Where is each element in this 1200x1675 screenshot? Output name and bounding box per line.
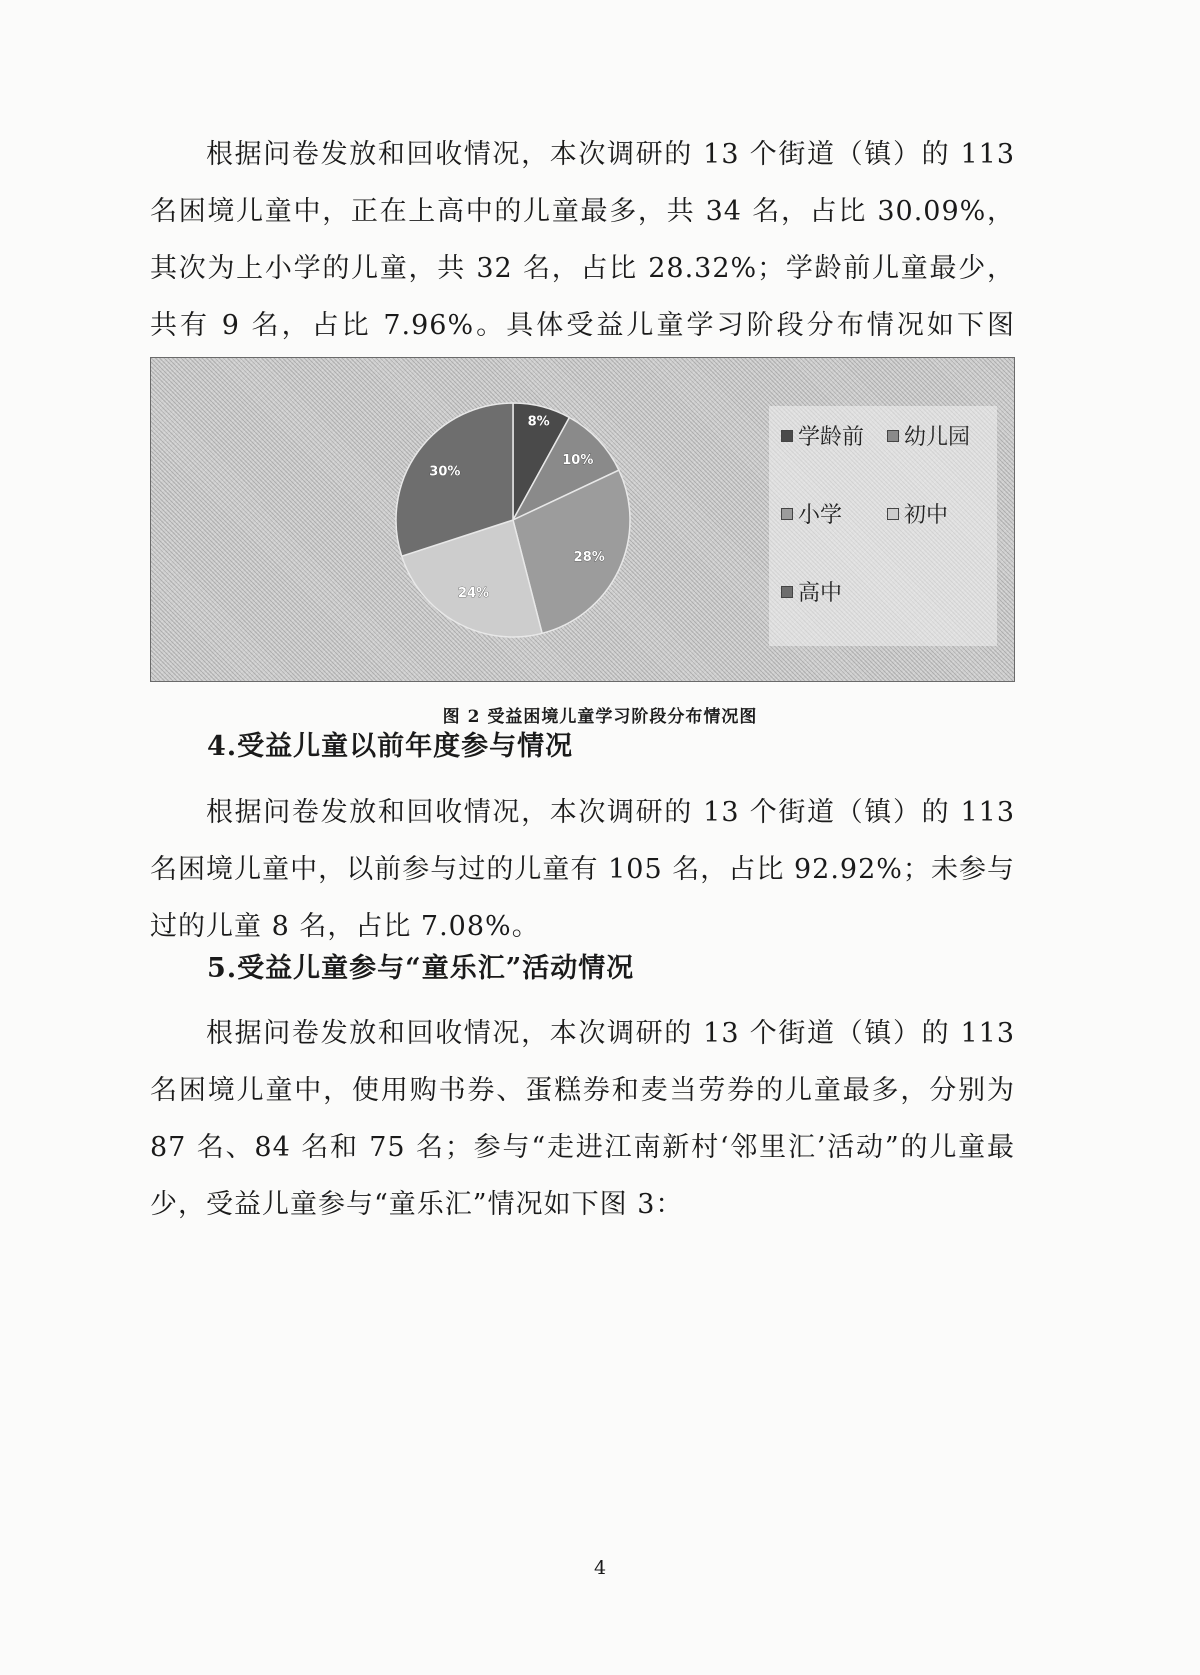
paragraph-tonglehui-participation: 根据问卷发放和回收情况，本次调研的 13 个街道（镇）的 113 名困境儿童中，使用购书券、蛋糕券和麦当劳券的儿童最多，分别为 87 名、84 名和 75 名；参与“走进江南新村‘邻里汇’活动”的儿童最少，受益儿童参与“童乐汇”情况如下图 3： (150, 1018, 1015, 1220)
pie-label-senior-high: 30% (429, 464, 461, 480)
pie-label-kindergarten: 10% (562, 453, 594, 469)
legend-label-kindergarten: 幼儿园 (904, 425, 971, 450)
pie-chart-figure (150, 357, 1015, 682)
heading-prior-participation: 4.受益儿童以前年度参与情况 (207, 731, 574, 762)
figure-caption: 图 2 受益困境儿童学习阶段分布情况图 (442, 707, 758, 727)
legend-swatch-preschool (781, 430, 793, 442)
legend-swatch-primary (781, 508, 793, 520)
legend-swatch-senior-high (781, 586, 793, 598)
heading-tonglehui-participation: 5.受益儿童参与“童乐汇”活动情况 (207, 953, 635, 984)
legend-swatch-kindergarten (887, 430, 899, 442)
legend-label-junior-high: 初中 (904, 503, 949, 528)
pie-label-junior-high: 24% (457, 585, 490, 601)
page-number: 4 (593, 1557, 607, 1579)
legend-item-preschool (781, 420, 864, 451)
pie-label-primary: 28% (573, 549, 605, 565)
legend-label-primary: 小学 (798, 503, 843, 528)
legend-item-primary (781, 498, 842, 529)
legend-item-kindergarten (887, 420, 970, 451)
legend-item-senior-high (781, 576, 842, 607)
legend-label-senior-high: 高中 (798, 581, 843, 606)
paragraph-learning-stage: 根据问卷发放和回收情况，本次调研的 13 个街道（镇）的 113 名困境儿童中，正在上高中的儿童最多，共 34 名，占比 30.09%，其次为上小学的儿童，共 32 名，占比 28.32%；学龄前儿童最少，共有 9 名，占比 7.96%。具体受益儿童学习阶段分布情况如下图 (150, 139, 1015, 341)
legend-label-preschool: 学龄前 (798, 425, 865, 450)
pie-label-preschool: 8% (527, 414, 550, 430)
legend-swatch-junior-high (887, 508, 899, 520)
chart-legend (769, 406, 997, 646)
legend-item-junior-high (887, 498, 948, 529)
paragraph-prior-participation: 根据问卷发放和回收情况，本次调研的 13 个街道（镇）的 113 名困境儿童中，以前参与过的儿童有 105 名，占比 92.92%；未参与过的儿童 8 名，占比 7.08%。 (150, 797, 1015, 942)
